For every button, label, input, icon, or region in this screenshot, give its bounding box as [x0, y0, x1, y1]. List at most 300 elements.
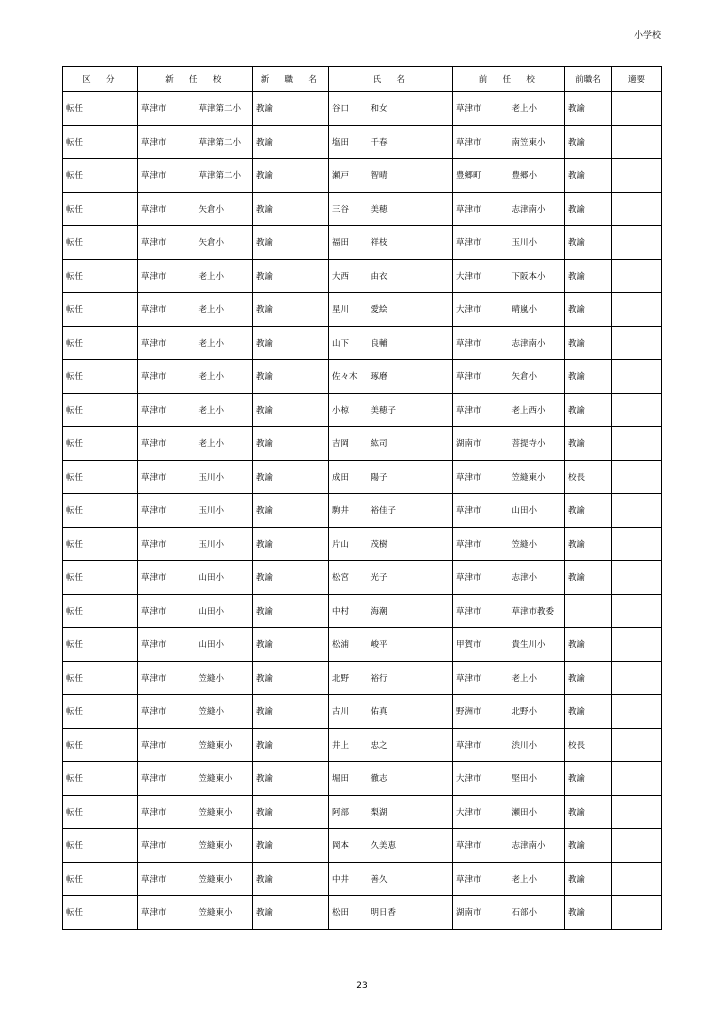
new-city-cell: 草津市 [138, 293, 196, 327]
remarks-cell [612, 594, 662, 628]
given-name: 裕行 [370, 673, 388, 684]
surname: 星川 [332, 305, 350, 316]
remarks-cell [612, 561, 662, 595]
header-prev-school: 前 任 校 [453, 67, 565, 92]
given-name: 祥枝 [370, 238, 388, 249]
kubun-cell: 転任 [63, 628, 138, 662]
prev-title-cell: 教諭 [565, 259, 612, 293]
new-school-cell: 笠縫小 [196, 661, 253, 695]
new-school-cell: 矢倉小 [196, 192, 253, 226]
prev-school-cell: 豊郷小 [509, 159, 565, 193]
new-school-cell: 草津第二小 [196, 125, 253, 159]
remarks-cell [612, 896, 662, 930]
prev-title-cell: 教諭 [565, 192, 612, 226]
new-city-cell: 草津市 [138, 896, 196, 930]
prev-city-cell: 草津市 [453, 460, 509, 494]
surname: 成田 [332, 472, 350, 483]
kubun-cell: 転任 [63, 92, 138, 126]
name-cell [329, 762, 453, 796]
prev-title-cell: 教諭 [565, 527, 612, 561]
kubun-cell: 転任 [63, 427, 138, 461]
new-title-cell: 教諭 [253, 795, 329, 829]
table-row [63, 728, 662, 762]
new-school-cell: 笠縫小 [196, 695, 253, 729]
prev-city-cell: 草津市 [453, 561, 509, 595]
surname: 中井 [332, 874, 350, 885]
kubun-cell: 転任 [63, 862, 138, 896]
table-row [63, 259, 662, 293]
new-school-cell: 草津第二小 [196, 159, 253, 193]
name-cell [329, 494, 453, 528]
remarks-cell [612, 661, 662, 695]
remarks-cell [612, 427, 662, 461]
prev-city-cell: 草津市 [453, 862, 509, 896]
new-city-cell: 草津市 [138, 393, 196, 427]
table-row [63, 393, 662, 427]
prev-school-cell: 晴嵐小 [509, 293, 565, 327]
prev-school-cell: 志津小 [509, 561, 565, 595]
new-school-cell: 矢倉小 [196, 226, 253, 260]
new-city-cell: 草津市 [138, 427, 196, 461]
prev-city-cell: 甲賀市 [453, 628, 509, 662]
prev-title-cell: 教諭 [565, 360, 612, 394]
prev-school-cell: 瀬田小 [509, 795, 565, 829]
given-name: 徹志 [370, 774, 388, 785]
new-title-cell: 教諭 [253, 326, 329, 360]
prev-city-cell: 湖南市 [453, 896, 509, 930]
prev-city-cell: 草津市 [453, 594, 509, 628]
table-row [63, 561, 662, 595]
surname: 阿部 [332, 807, 350, 818]
name-cell [329, 393, 453, 427]
prev-city-cell: 草津市 [453, 326, 509, 360]
new-title-cell: 教諭 [253, 159, 329, 193]
prev-city-cell: 大津市 [453, 795, 509, 829]
new-city-cell: 草津市 [138, 360, 196, 394]
new-school-cell: 老上小 [196, 326, 253, 360]
table-row [63, 427, 662, 461]
surname: 大西 [332, 271, 350, 282]
given-name: 琢磨 [370, 372, 388, 383]
prev-title-cell: 教諭 [565, 427, 612, 461]
prev-title-cell: 教諭 [565, 862, 612, 896]
prev-school-cell: 南笠東小 [509, 125, 565, 159]
new-title-cell: 教諭 [253, 427, 329, 461]
remarks-cell [612, 862, 662, 896]
table-row [63, 661, 662, 695]
prev-title-cell: 教諭 [565, 795, 612, 829]
kubun-cell: 転任 [63, 192, 138, 226]
prev-title-cell: 教諭 [565, 125, 612, 159]
remarks-cell [612, 125, 662, 159]
table-row [63, 695, 662, 729]
kubun-cell: 転任 [63, 360, 138, 394]
prev-city-cell: 草津市 [453, 92, 509, 126]
prev-city-cell: 湖南市 [453, 427, 509, 461]
new-school-cell: 玉川小 [196, 460, 253, 494]
new-school-cell: 玉川小 [196, 494, 253, 528]
new-city-cell: 草津市 [138, 159, 196, 193]
name-cell [329, 226, 453, 260]
surname: 北野 [332, 673, 350, 684]
name-cell [329, 896, 453, 930]
remarks-cell [612, 92, 662, 126]
prev-title-cell: 教諭 [565, 159, 612, 193]
new-city-cell: 草津市 [138, 795, 196, 829]
kubun-cell: 転任 [63, 326, 138, 360]
given-name: 愛絵 [370, 305, 388, 316]
remarks-cell [612, 795, 662, 829]
new-title-cell: 教諭 [253, 92, 329, 126]
prev-city-cell: 草津市 [453, 393, 509, 427]
given-name: 和女 [370, 104, 388, 115]
prev-city-cell: 草津市 [453, 829, 509, 863]
prev-school-cell: 志津南小 [509, 326, 565, 360]
kubun-cell: 転任 [63, 728, 138, 762]
name-cell [329, 293, 453, 327]
remarks-cell [612, 628, 662, 662]
new-city-cell: 草津市 [138, 661, 196, 695]
new-title-cell: 教諭 [253, 460, 329, 494]
new-title-cell: 教諭 [253, 728, 329, 762]
given-name: 梨湖 [370, 807, 388, 818]
new-school-cell: 山田小 [196, 561, 253, 595]
kubun-cell: 転任 [63, 762, 138, 796]
prev-city-cell: 大津市 [453, 762, 509, 796]
surname: 井上 [332, 740, 350, 751]
table-row [63, 862, 662, 896]
name-cell [329, 259, 453, 293]
prev-school-cell: 堅田小 [509, 762, 565, 796]
new-school-cell: 笠縫東小 [196, 762, 253, 796]
name-cell [329, 192, 453, 226]
prev-city-cell: 豊郷町 [453, 159, 509, 193]
header-new-school: 新 任 校 [138, 67, 253, 92]
new-title-cell: 教諭 [253, 125, 329, 159]
prev-school-cell: 草津市教委 [509, 594, 565, 628]
new-city-cell: 草津市 [138, 594, 196, 628]
table-body [63, 92, 662, 930]
remarks-cell [612, 460, 662, 494]
surname: 片山 [332, 539, 350, 550]
name-cell [329, 326, 453, 360]
new-title-cell: 教諭 [253, 527, 329, 561]
prev-city-cell: 草津市 [453, 661, 509, 695]
new-school-cell: 笠縫東小 [196, 829, 253, 863]
prev-title-cell [565, 594, 612, 628]
new-city-cell: 草津市 [138, 259, 196, 293]
prev-school-cell: 老上小 [509, 862, 565, 896]
prev-school-cell: 笠縫東小 [509, 460, 565, 494]
given-name: 智晴 [370, 171, 388, 182]
remarks-cell [612, 728, 662, 762]
name-cell [329, 829, 453, 863]
kubun-cell: 転任 [63, 293, 138, 327]
new-city-cell: 草津市 [138, 628, 196, 662]
table-row [63, 92, 662, 126]
prev-title-cell: 教諭 [565, 762, 612, 796]
prev-title-cell: 教諭 [565, 661, 612, 695]
prev-title-cell: 教諭 [565, 393, 612, 427]
new-title-cell: 教諭 [253, 360, 329, 394]
surname: 吉岡 [332, 439, 350, 450]
school-type-label: 小学校 [633, 31, 661, 41]
given-name: 久美恵 [370, 841, 397, 852]
prev-title-cell: 教諭 [565, 494, 612, 528]
new-title-cell: 教諭 [253, 226, 329, 260]
name-cell [329, 728, 453, 762]
header-prev-title: 前職名 [565, 67, 612, 92]
table-row [63, 360, 662, 394]
table-row [63, 494, 662, 528]
prev-title-cell: 教諭 [565, 326, 612, 360]
remarks-cell [612, 259, 662, 293]
remarks-cell [612, 762, 662, 796]
prev-title-cell: 教諭 [565, 561, 612, 595]
surname: 福田 [332, 238, 350, 249]
prev-city-cell: 草津市 [453, 360, 509, 394]
prev-school-cell: 志津南小 [509, 192, 565, 226]
remarks-cell [612, 293, 662, 327]
new-city-cell: 草津市 [138, 494, 196, 528]
surname: 岡本 [332, 841, 350, 852]
new-city-cell: 草津市 [138, 326, 196, 360]
new-city-cell: 草津市 [138, 92, 196, 126]
table-row [63, 192, 662, 226]
new-title-cell: 教諭 [253, 494, 329, 528]
new-city-cell: 草津市 [138, 829, 196, 863]
new-title-cell: 教諭 [253, 695, 329, 729]
prev-school-cell: 菩提寺小 [509, 427, 565, 461]
new-school-cell: 笠縫東小 [196, 896, 253, 930]
name-cell [329, 360, 453, 394]
prev-school-cell: 玉川小 [509, 226, 565, 260]
table-row [63, 159, 662, 193]
new-school-cell: 老上小 [196, 427, 253, 461]
table-row [63, 829, 662, 863]
prev-city-cell: 草津市 [453, 494, 509, 528]
table-header-row [63, 67, 662, 92]
prev-school-cell: 北野小 [509, 695, 565, 729]
table-row [63, 326, 662, 360]
prev-city-cell: 草津市 [453, 728, 509, 762]
new-city-cell: 草津市 [138, 762, 196, 796]
personnel-table [62, 66, 662, 930]
surname: 松田 [332, 908, 350, 919]
given-name: 茂樹 [370, 539, 388, 550]
page-number: 23 [356, 981, 368, 991]
new-school-cell: 玉川小 [196, 527, 253, 561]
prev-title-cell: 校長 [565, 728, 612, 762]
table-row [63, 896, 662, 930]
kubun-cell: 転任 [63, 393, 138, 427]
prev-title-cell: 校長 [565, 460, 612, 494]
given-name: 千春 [370, 137, 388, 148]
prev-city-cell: 大津市 [453, 293, 509, 327]
new-school-cell: 山田小 [196, 594, 253, 628]
kubun-cell: 転任 [63, 829, 138, 863]
remarks-cell [612, 159, 662, 193]
prev-title-cell: 教諭 [565, 628, 612, 662]
name-cell [329, 460, 453, 494]
prev-school-cell: 老上小 [509, 661, 565, 695]
new-title-cell: 教諭 [253, 594, 329, 628]
kubun-cell: 転任 [63, 561, 138, 595]
name-cell [329, 695, 453, 729]
prev-title-cell: 教諭 [565, 92, 612, 126]
new-city-cell: 草津市 [138, 561, 196, 595]
new-title-cell: 教諭 [253, 293, 329, 327]
name-cell [329, 427, 453, 461]
given-name: 紘司 [370, 439, 388, 450]
given-name: 由衣 [370, 271, 388, 282]
remarks-cell [612, 192, 662, 226]
table-row [63, 527, 662, 561]
prev-city-cell: 野洲市 [453, 695, 509, 729]
surname: 谷口 [332, 104, 350, 115]
given-name: 明日香 [370, 908, 397, 919]
new-title-cell: 教諭 [253, 661, 329, 695]
prev-school-cell: 老上小 [509, 92, 565, 126]
remarks-cell [612, 527, 662, 561]
kubun-cell: 転任 [63, 594, 138, 628]
prev-title-cell: 教諭 [565, 695, 612, 729]
new-city-cell: 草津市 [138, 862, 196, 896]
given-name: 善久 [370, 874, 388, 885]
surname: 小椋 [332, 405, 350, 416]
new-school-cell: 笠縫東小 [196, 795, 253, 829]
kubun-cell: 転任 [63, 661, 138, 695]
prev-title-cell: 教諭 [565, 293, 612, 327]
prev-school-cell: 老上西小 [509, 393, 565, 427]
table-row [63, 125, 662, 159]
name-cell [329, 862, 453, 896]
new-title-cell: 教諭 [253, 561, 329, 595]
name-cell [329, 92, 453, 126]
new-city-cell: 草津市 [138, 460, 196, 494]
kubun-cell: 転任 [63, 494, 138, 528]
new-school-cell: 笠縫東小 [196, 862, 253, 896]
kubun-cell: 転任 [63, 896, 138, 930]
prev-school-cell: 笠縫小 [509, 527, 565, 561]
prev-city-cell: 草津市 [453, 125, 509, 159]
new-school-cell: 老上小 [196, 360, 253, 394]
surname: 瀬戸 [332, 171, 350, 182]
new-school-cell: 笠縫東小 [196, 728, 253, 762]
given-name: 佑真 [370, 707, 388, 718]
new-school-cell: 老上小 [196, 393, 253, 427]
surname: 三谷 [332, 204, 350, 215]
prev-school-cell: 下阪本小 [509, 259, 565, 293]
header-remarks: 適要 [612, 67, 662, 92]
new-title-cell: 教諭 [253, 628, 329, 662]
table-row [63, 762, 662, 796]
new-city-cell: 草津市 [138, 125, 196, 159]
name-cell [329, 159, 453, 193]
name-cell [329, 795, 453, 829]
name-cell [329, 661, 453, 695]
new-school-cell: 老上小 [196, 259, 253, 293]
prev-school-cell: 志津南小 [509, 829, 565, 863]
remarks-cell [612, 226, 662, 260]
prev-city-cell: 草津市 [453, 527, 509, 561]
surname: 堀田 [332, 774, 350, 785]
given-name: 良輔 [370, 338, 388, 349]
surname: 古川 [332, 707, 350, 718]
surname: 松浦 [332, 640, 350, 651]
prev-title-cell: 教諭 [565, 829, 612, 863]
table-row [63, 293, 662, 327]
header-name: 氏 名 [329, 67, 453, 92]
prev-city-cell: 大津市 [453, 259, 509, 293]
prev-school-cell: 山田小 [509, 494, 565, 528]
new-school-cell: 山田小 [196, 628, 253, 662]
surname: 松宮 [332, 573, 350, 584]
table-row [63, 594, 662, 628]
kubun-cell: 転任 [63, 695, 138, 729]
remarks-cell [612, 393, 662, 427]
given-name: 忠之 [370, 740, 388, 751]
prev-school-cell: 渋川小 [509, 728, 565, 762]
new-school-cell: 草津第二小 [196, 92, 253, 126]
given-name: 陽子 [370, 472, 388, 483]
new-city-cell: 草津市 [138, 695, 196, 729]
remarks-cell [612, 695, 662, 729]
name-cell [329, 628, 453, 662]
new-school-cell: 老上小 [196, 293, 253, 327]
table-row [63, 628, 662, 662]
kubun-cell: 転任 [63, 527, 138, 561]
given-name: 海潮 [370, 606, 388, 617]
new-city-cell: 草津市 [138, 226, 196, 260]
new-title-cell: 教諭 [253, 762, 329, 796]
given-name: 峻平 [370, 640, 388, 651]
remarks-cell [612, 360, 662, 394]
header-new-title: 新 職 名 [253, 67, 329, 92]
prev-school-cell: 石部小 [509, 896, 565, 930]
new-city-cell: 草津市 [138, 527, 196, 561]
prev-title-cell: 教諭 [565, 896, 612, 930]
surname: 駒井 [332, 506, 350, 517]
kubun-cell: 転任 [63, 259, 138, 293]
kubun-cell: 転任 [63, 159, 138, 193]
new-title-cell: 教諭 [253, 862, 329, 896]
prev-city-cell: 草津市 [453, 226, 509, 260]
table-row [63, 795, 662, 829]
table-row [63, 226, 662, 260]
table-row [63, 460, 662, 494]
surname: 中村 [332, 606, 350, 617]
remarks-cell [612, 829, 662, 863]
surname: 塩田 [332, 137, 350, 148]
new-title-cell: 教諭 [253, 896, 329, 930]
new-city-cell: 草津市 [138, 192, 196, 226]
given-name: 光子 [370, 573, 388, 584]
remarks-cell [612, 326, 662, 360]
name-cell [329, 561, 453, 595]
new-title-cell: 教諭 [253, 259, 329, 293]
surname: 山下 [332, 338, 350, 349]
prev-title-cell: 教諭 [565, 226, 612, 260]
kubun-cell: 転任 [63, 125, 138, 159]
given-name: 裕佳子 [370, 506, 397, 517]
prev-school-cell: 貴生川小 [509, 628, 565, 662]
header-kubun: 区 分 [63, 67, 138, 92]
prev-city-cell: 草津市 [453, 192, 509, 226]
remarks-cell [612, 494, 662, 528]
kubun-cell: 転任 [63, 460, 138, 494]
new-title-cell: 教諭 [253, 829, 329, 863]
